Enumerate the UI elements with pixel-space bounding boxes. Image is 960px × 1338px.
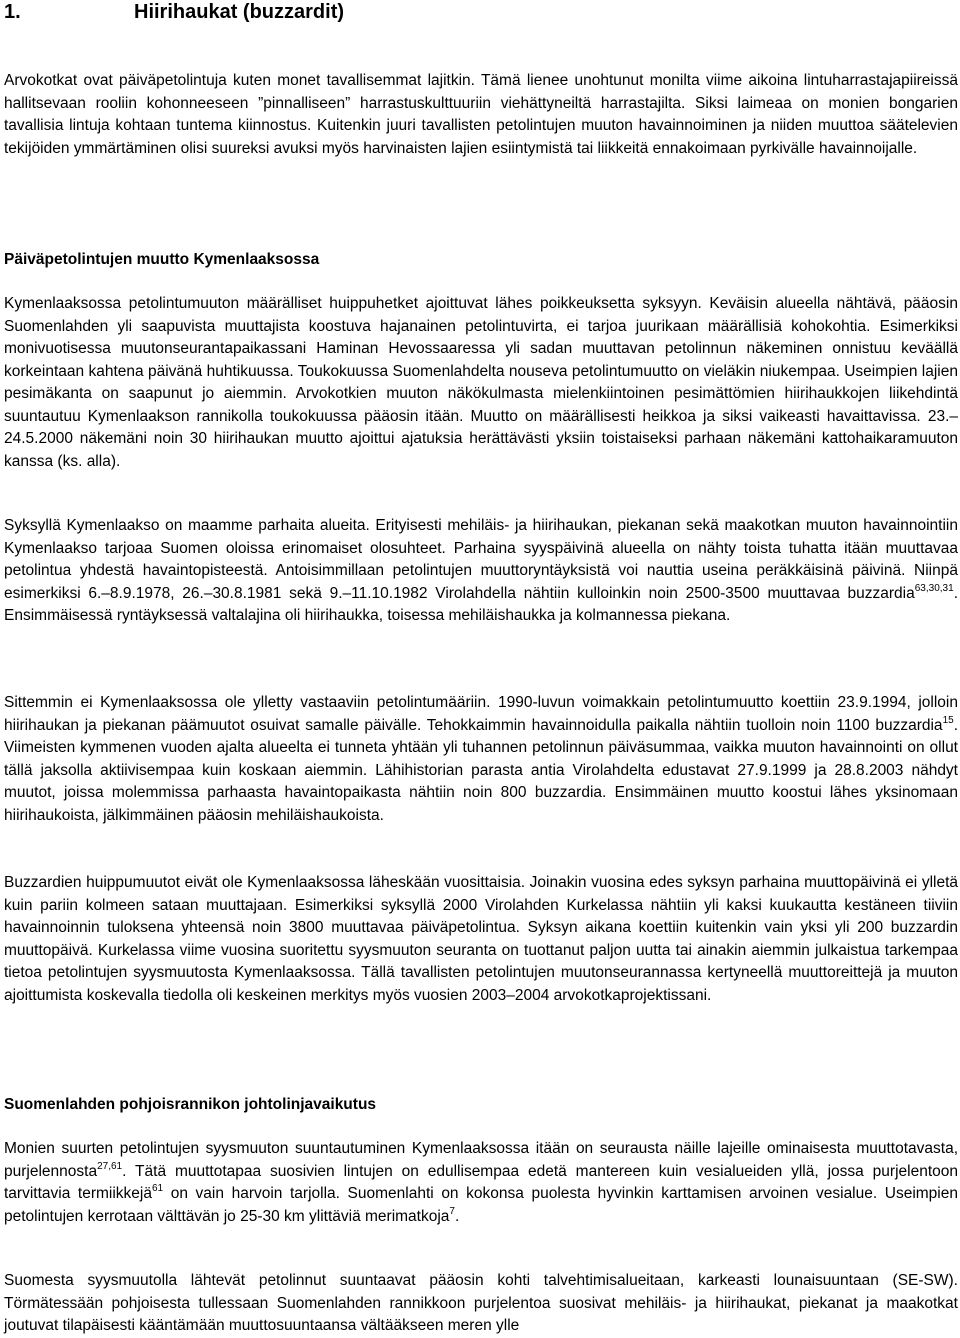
section-heading-johtolinja: Suomenlahden pohjoisrannikon johtolinjavaikutus [4, 1096, 377, 1113]
paragraph-johtolinja-2: Suomesta syysmuutolla lähtevät petolinnut suuntaavat pääosin kohti talvehtimisalueitaan, karkeasti lounaisuuntaan (SE-SW). Törmätessään pohjoisesta tullessaan Suomenlahden rannikkoon purjelentoa suosivat mehiläis- ja hiirihaukat, piekanat ja maakotkat joutuvat tilapäisesti kääntämään muuttosuuntaansa vältääkseen meren ylle [4, 1272, 958, 1334]
paragraph-muutto-4: Buzzardien huippumuutot eivät ole Kymenlaaksossa läheskään vuosittaisia. Joinakin vuosina edes syksyn parhaina muuttopäivinä ei ylletä kuin pariin kolmeen sataan muuttajaan. Esimerkiksi syksyllä 2000 Virolahden Kurkelassa nähtiin yli kaksi kuukautta kestäneen tiiviin havainnoinnin tuloksena yhteensä noin 3800 muuttavaa päiväpetolintua. Syksyn aikana koettiin kuitenkin vain yksi yli 200 buzzardin muuttopäivä. Kurkelassa viime vuosina suoritettu syysmuuton seuranta on tuottanut paljon uutta tai ainakin aiemmin julkaistua tarkempaa tietoa petolintujen syysmuutosta Kymenlaaksossa. Tällä tavallisten petolintujen muutonseurannassa kertyneellä muuttoreittejä ja muuton ajoittumista koskevalla tiedolla oli keskeinen merkitys myös vuosien 2003–2004 arvokotkaprojektissani. [4, 874, 958, 1004]
footnote-ref: 27,61 [97, 1160, 123, 1172]
paragraph-muutto-2: Syksyllä Kymenlaakso on maamme parhaita alueita. Erityisesti mehiläis- ja hiirihaukan, piekanan sekä maakotkan muuton havainnointiin Kymenlaakso tarjoaa Suomen oloissa erinomaiset olosuhteet. Parhaina syyspäivinä alueella on nähty toista tuhatta itään muuttavaa petolintua yhdestä havaintopisteestä. Antoisimmillaan petolintujen muuttoryntäyksistä voi nauttia useina peräkkäisinä päivinä. Niinpä esimerkiksi 6.–8.9.1978, 26.–30.8.1981 sekä 9.–11.10.1982 Virolahdella nähtiin kulloinkin noin 2500-3500 muuttavaa buzzardia$^{63,30,31}$. Ensimmäisessä ryntäyksessä valtalajina oli hiirihaukka, toisessa mehiläishaukka ja kolmannessa piekana. [4, 517, 958, 624]
paragraph-muutto-1: Kymenlaaksossa petolintumuuton määrälliset huippuhetket ajoittuvat lähes poikkeuksetta syksyyn. Keväisin alueella nähtävä, pääosin Suomenlahden yli saapuvista muuttajista koostuva hajanainen petolintuvirta, ei tarjoa juurikaan määrällisiä kohokohtia. Esimerkiksi monivuotisessa muutonseurantapaikassani Haminan Hevossaaressa yli sadan muuttavan petolinnun näkeminen onnistuu keväällä korkeintaan kahtena päivänä huhtikuussa. Toukokuussa Suomenlahdelta nouseva petolintumuutto on vieläkin niukempaa. Useimpien lajien pesimäkanta on saapunut jo aiemmin. Arvokotkien muuton näkökulmasta mielenkiintoinen pesimättömien hiirihaukkojen liikehdintä suuntautuu Kymenlaakson rannikolla toukokuussa pääosin itään. Muutto on määrällisesti heikkoa ja siksi vaikeasti havaittavissa. 23.–24.5.2000 näkemäni noin 30 hiirihaukan muutto ajoittui ajatuksia herättävästi yksiin toistaiseksi parhaan näkemäni kattohaikaramuuton kanssa (ks. alla). [4, 295, 958, 470]
chapter-number: 1. [4, 1, 21, 23]
footnote-ref: 7 [449, 1205, 455, 1217]
footnote-ref: 15 [942, 714, 954, 726]
paragraph-muutto-3: Sittemmin ei Kymenlaaksossa ole ylletty vastaaviin petolintumääriin. 1990-luvun voimakkain petolintumuutto koettiin 23.9.1994, jolloin hiirihaukan ja piekanan päämuutot osuivat samalle päivälle. Tehokkaimmin havainnoidulla paikalla nähtiin tuolloin noin 1100 buzzardia$^{15}$. Viimeisten kymmenen vuoden ajalta alueelta ei tunneta yhtään yli tuhannen petolinnun päiväsummaa, vaikka muuton havainnointi on ollut tällä jaksolla aktiivisempaa kuin koskaan aiemmin. Lähihistorian parasta antia Virolahdelta edustavat 27.9.1999 ja 28.8.2003 nähdyt muutot, joissa molemmissa parhaasta havaintopaikasta nähtiin noin 800 buzzardia. Ensimmäinen muutto koostui lähes yksinomaan hiirihaukoista, jälkimmäinen pääosin mehiläishaukoista. [4, 694, 958, 824]
footnote-ref: 63,30,31 [914, 582, 954, 594]
footnote-ref: 61 [152, 1183, 164, 1194]
intro-paragraph: Arvokotkat ovat päiväpetolintuja kuten monet tavallisemmat lajitkin. Tämä lienee unohtunut monilta viime aikoina lintuharrastajapiireissä hallitsevaan rooliin kohonneeseen ”pinnalliseen” harrastuskulttuuriin viehättyneiltä harrastajilta. Siksi laimeaa on monien bongarien tavallisia lintuja kohtaan tuntema kiinnostus. Kuitenkin juuri tavallisten petolintujen muuton havainnoiminen ja niiden muuttoa säätelevien tekijöiden ymmärtäminen olisi suureksi avuksi myös harvinaisten lajien esiintymistä tai liikkeitä ennakoimaan pyrkivälle havainnoijalle. [4, 72, 958, 157]
section-heading-muutto: Päiväpetolintujen muutto Kymenlaaksossa [4, 251, 320, 268]
chapter-title: Hiirihaukat (buzzardit) [134, 1, 345, 23]
paragraph-johtolinja-1: Monien suurten petolintujen syysmuuton suuntautuminen Kymenlaaksossa itään on seurausta näille lajeille ominaisesta muuttotavasta, purjelennosta$^{27,61}$. Tätä muuttotapaa suosivien lintujen on edullisempaa edetä mantereen kuin vesialueiden yllä, jossa purjelentoon tarvittavia termiikkejä$^{61}$ on vain harvoin tarjolla. Suomenlahti on kokonsa puolesta hyvinkin karttamisen arvoinen vesialue. Useimpien petolintujen kerrotaan välttävän jo 25-30 km ylittäviä merimatkoja$^7$. [4, 1140, 958, 1225]
